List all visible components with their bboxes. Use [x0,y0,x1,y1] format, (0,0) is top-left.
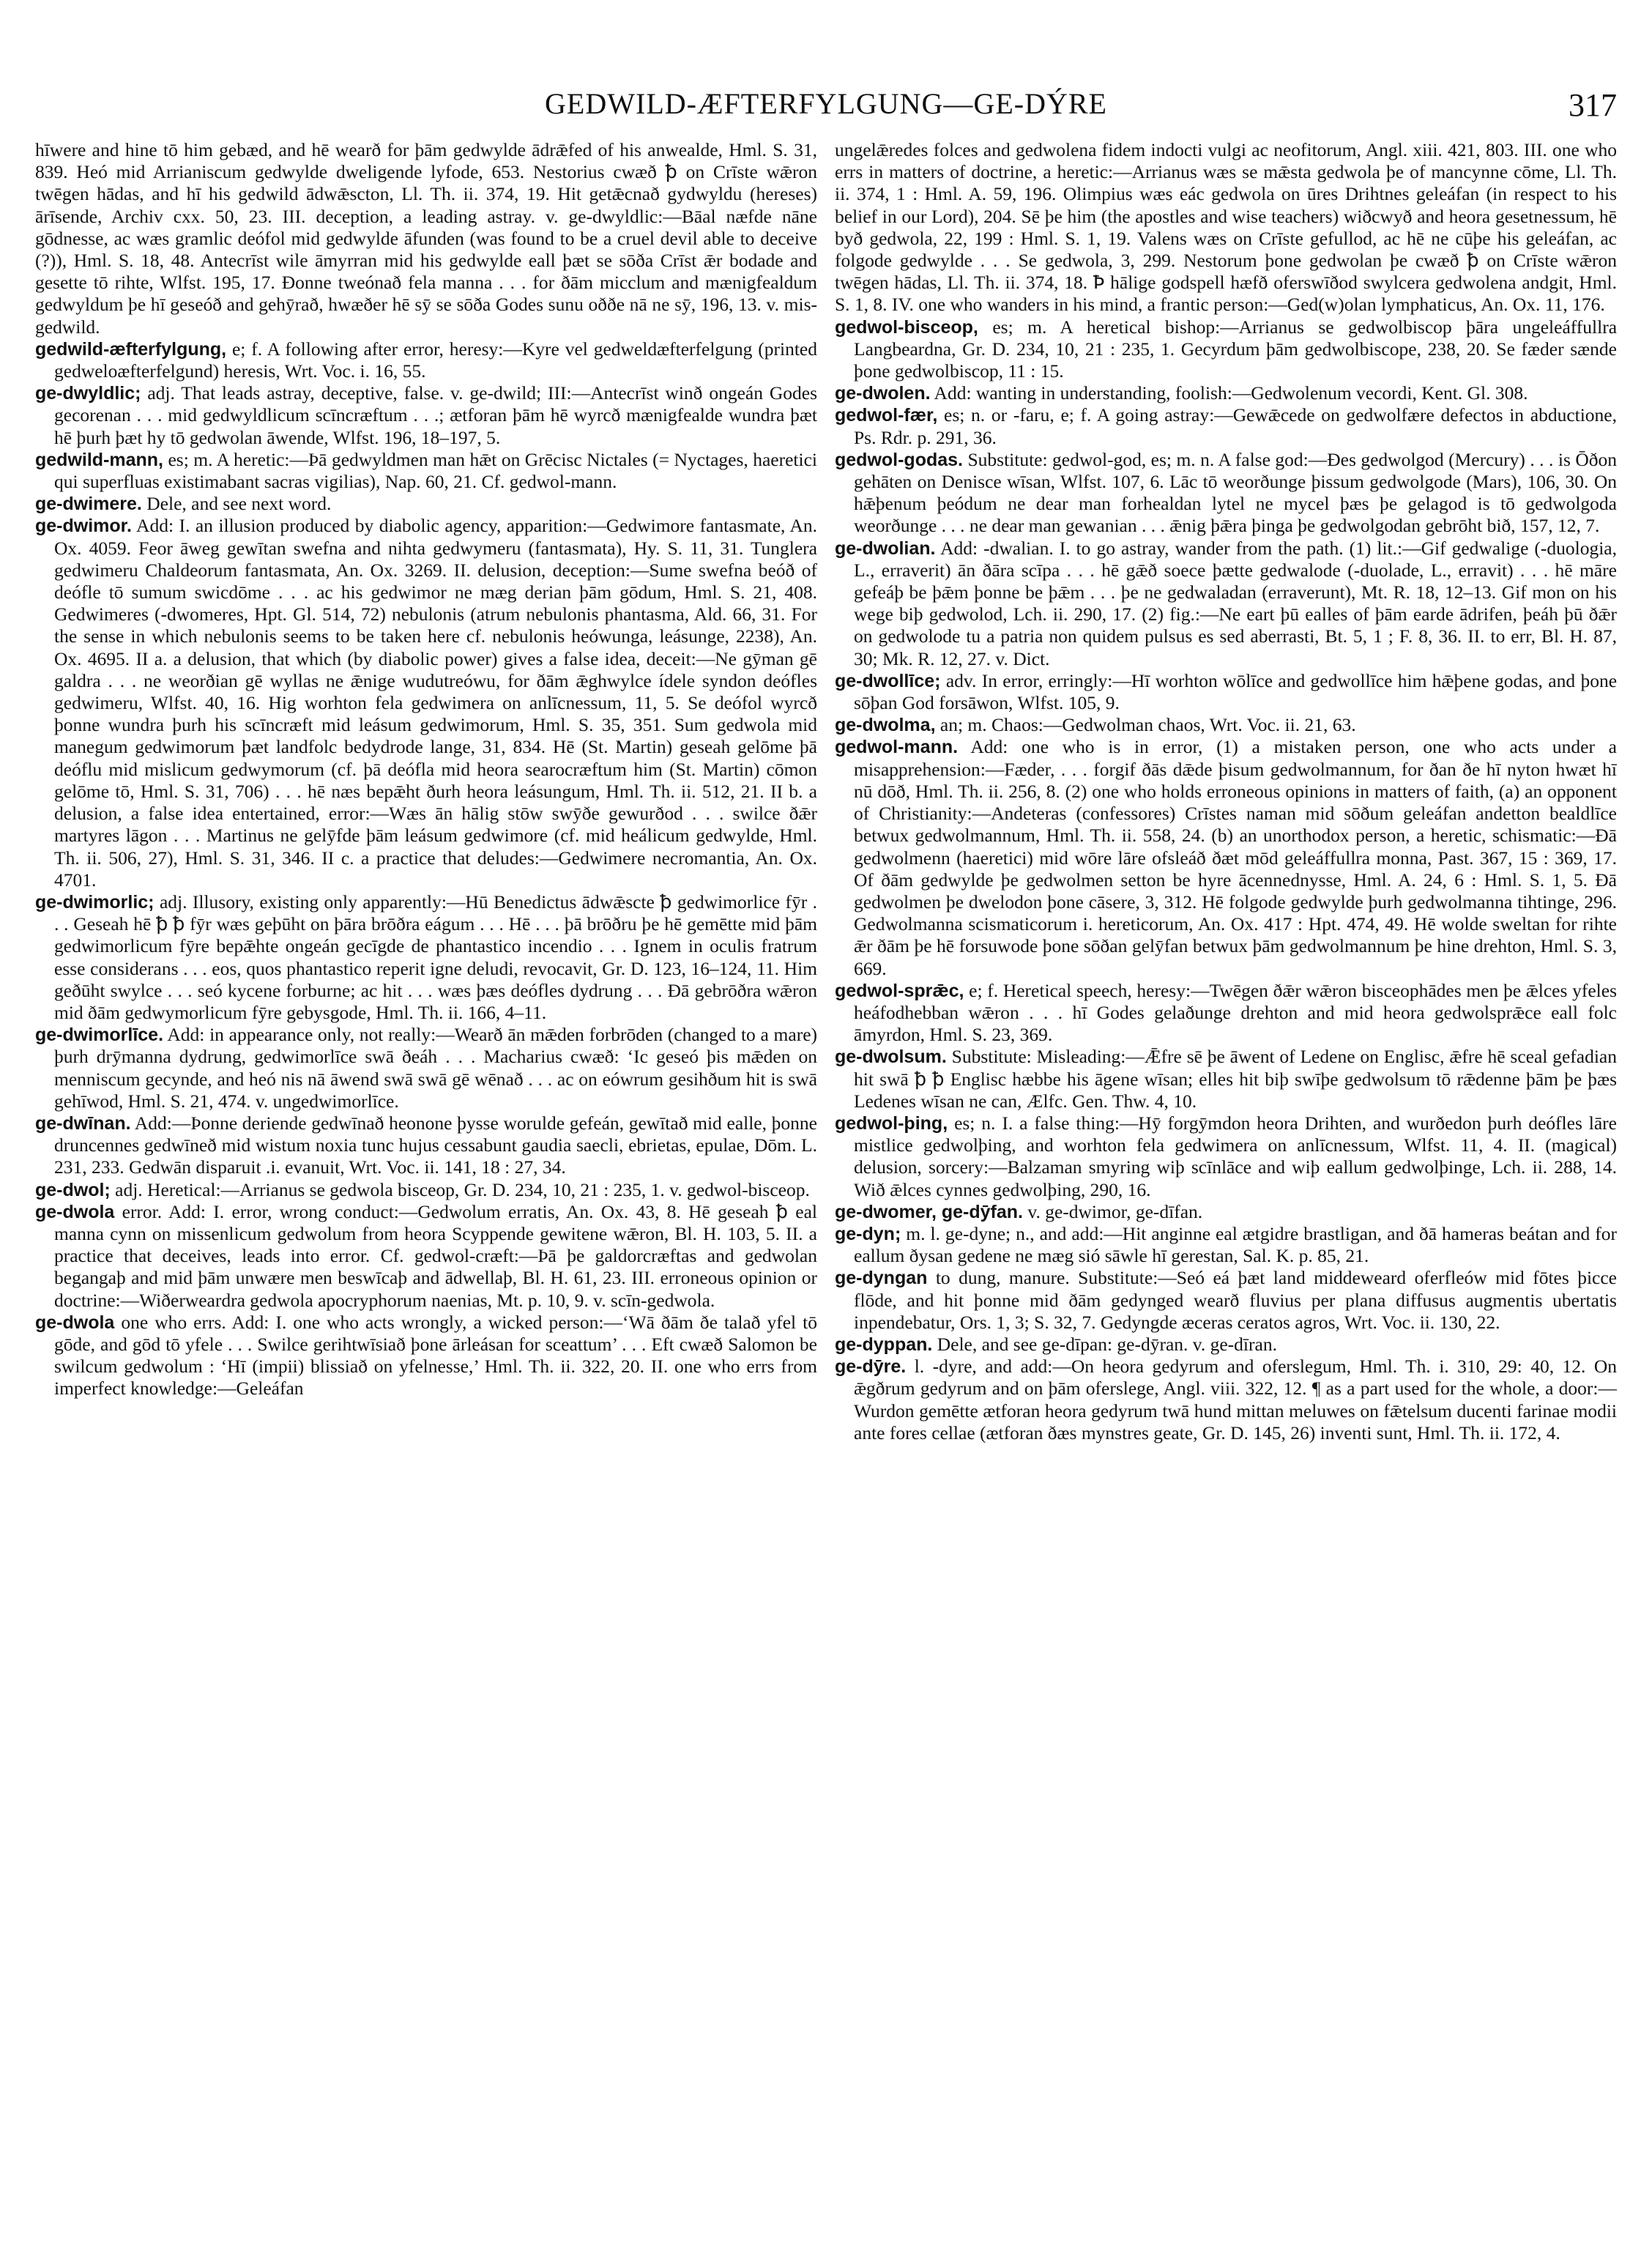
dictionary-entry [35,338,817,382]
entry-text: es; n. or -faru, e; f. A going astray:—Gewǣcede on gedwolfære defectos in abductione, Ps. Rdr. p. 291, 36. [854,404,1617,448]
entry-headword: gedwild-æfterfylgung, [35,338,227,360]
dictionary-entry [835,1334,1617,1356]
entry-headword: ge-dyn; [835,1223,901,1244]
entry-headword: gedwol-fær, [835,405,938,426]
dictionary-entry [35,139,817,338]
entry-text: Dele, and see next word. [146,493,332,515]
entry-headword: ge-dwolian. [835,538,936,559]
entry-headword: gedwol-godas. [835,449,963,470]
entry-text: Add: in appearance only, not really:—Wearð ān mǣden forbrōden (changed to a mare) þurh drȳmanna dydrung, gedwimorlīce swā ðeáh . . . Macharius cwæð: ‘Ic geseó þis mǣden on menniscum gecynde, and heó nis nā āwend swā swā gē wēnað . . . ac on eówrum gesihðum hit is swā gehīwod, Hml. S. 21, 474. v. ungedwimorlīce. [54,1024,817,1112]
entry-headword: ge-dwola [35,1312,115,1333]
entry-text: to dung, manure. Substitute:—Seó eá þæt land middeweard oferfleów mid fōtes þicce flōde, and hit þonne mid ðām gedynged wearð fluvius per plana diffusus augmentis ubertatis inpendebatur, Ors. 1, 3; S. 32, 7. Gedyngde æceras ceratos agros, Wrt. Voc. ii. 130, 22. [854,1267,1617,1333]
dictionary-entry [35,493,817,515]
dictionary-entry [35,1201,817,1312]
dictionary-entry [835,382,1617,404]
dictionary-entry [35,449,817,493]
entry-headword: ge-dwolsum. [835,1047,947,1068]
entry-headword: ge-dwollīce; [835,670,941,691]
dictionary-entry [835,736,1617,979]
dictionary-entry [835,404,1617,448]
dictionary-entry [35,1112,817,1179]
entry-text: error. Add: I. error, wrong conduct:—Gedwolum erratis, An. Ox. 43, 8. Hē geseah ꝥ eal manna cynn on missenlicum gedwolum from heora Scyppende gewitene wǣron, Bl. H. 103, 5. II. a practice that deceives, leads into error. Cf. gedwol-cræft:—Þā þe galdorcræftas and gedwolan begangaþ and mid þām unwære men beswīcaþ and ādwellaþ, Bl. H. 61, 23. III. erroneous opinion or doctrine:—Wiðerweardra gedwola apocryphorum naenias, Mt. p. 10, 9. v. scīn-gedwola. [54,1200,817,1311]
entry-text: Substitute: Misleading:—Ǣfre sē þe āwent of Ledene on Englisc, ǣfre hē sceal gefadian hit swā ꝥ ꝥ Englisc hæbbe his āgene wīsan; elles hit biþ swīþe gedwolsum tō rǣdenne þām þe þæs Ledenes wīsan ne can, Ælfc. Gen. Thw. 4, 10. [854,1046,1617,1112]
entry-text: l. -dyre, and add:—On heora gedyrum and oferslegum, Hml. Th. i. 310, 29: 40, 12. On ǣgðrum gedyrum and on þām oferslege, Angl. viii. 322, 12. ¶ as a part used for the whole, a door:—Wurdon gemētte ætforan heora gedyrum twā hund mittan meluwes on fǣtelsum ducenti farinae modii ante fores cellae (ætforan ðæs mynstres geate, Gr. D. 145, 26) inventi sunt, Hml. Th. ii. 172, 4. [854,1356,1617,1443]
entry-text: e; f. Heretical speech, heresy:—Twēgen ðǣr wǣron bisceophādes men þe ǣlces yfeles heáfodhebban wǣron . . . hī Godes gelaðunge drehton and mid heora gedwolsprǣce eall folc āmyrdon, Hml. S. 23, 369. [854,979,1617,1046]
dictionary-entry [835,1356,1617,1444]
entry-headword: ge-dwol; [35,1179,111,1200]
entry-headword: ge-dwimorlīce. [35,1025,164,1046]
entry-headword: ge-dyngan [835,1268,928,1289]
entry-text: Add: one who is in error, (1) a mistaken person, one who acts under a misapprehension:—Fæder, . . . forgif ðās dǣde þisum gedwolmannum, for ðan ðe hī nyton hwæt hī nū dōð, Hml. Th. ii. 256, 8. (2) one who holds erroneous opinions in matters of faith, (a) an opponent of Christianity:—Andeteras (confessores) Crīstes naman mid sōðum geleáfan andetton bealdlīce betwux gedwolmannum, Hml. Th. ii. 558, 24. (b) an unorthodox person, a heretic, schismatic:—Đā gedwolmenn (haeretici) mid wōre lāre ofsleáð ðæt mōd geleáffullra monna, Past. 367, 15 : 369, 17. Of ðām gedwylde þe gedwolmen setton be hyre ācennednysse, Hml. A. 24, 6 : Hml. S. 1, 5. Đā gedwolmen þe dwelodon þone cāsere, 3, 312. Hē folgode gedwylde þurh gedwolmanna tihtinge, 296. Gedwolmanna scismaticorum i. hereticorum, An. Ox. 417 : Hpt. 474, 49. Hē wolde sweltan for rihte ǣr ðām þe hē forsuwode þone sōðan gelȳfan betwux þām gedwolmannum þe hine drehton, Hml. S. 3, 669. [854,736,1617,979]
entry-headword: ge-dwola [35,1201,115,1222]
dictionary-entry [835,538,1617,670]
dictionary-entry [835,1046,1617,1112]
dictionary-entry [35,891,817,1024]
entry-text: Dele, and see ge-dīpan: ge-dȳran. v. ge-dīran. [937,1333,1277,1355]
entry-text: hīwere and hine tō him gebæd, and hē wearð for þām gedwylde ādrǣfed of his anwealde, Hml. S. 31, 839. Heó mid Arrianiscum gedwylde dweligende lyfode, 653. Nestorius cwæð ꝥ on Crīste wǣron twēgen hādas, and hī his gedwild ādwǣscton, Ll. Th. ii. 374, 19. Hit getǣcnað gydwyldu (hereses) ārīsende, Archiv cxx. 50, 23. III. deception, a leading astray. v. ge-dwyldlic:—Bāal næfde nāne gōdnesse, ac wæs gramlic deófol mid gedwylde āfunden (was found to be a cruel devil able to deceive (?)), Hml. S. 18, 48. Antecrīst wile āmyrran mid his gedwylde eall þæt se sōða Crīst ǣr bodade and gesette tō rihte, Wlfst. 195, 17. Đonne tweónað fela manna . . . for ðām micclum and mænigfealdum gedwyldum þe hī geseóð and gehȳrað, hwæðer hē sȳ se sōða Godes sunu oððe nā ne sȳ, 196, 13. v. mis-gedwild. [35,139,817,338]
entry-headword: ge-dwolen. [835,383,931,404]
dictionary-entry [835,1223,1617,1267]
entry-text: Add: I. an illusion produced by diabolic agency, apparition:—Gedwimore fantasmate, An. Ox. 4059. Feor āweg gewītan swefna and nihta gedwymeru (fantasmata), Hy. S. 11, 31. Tunglera gedwimeru Chaldeorum fantasmata, An. Ox. 3269. II. delusion, deception:—Sume swefna beóð of deófle tō sumum swicdōme . . . ac his gedwimor ne mæg derian þām gōdum, Hml. S. 21, 408. Gedwimeres (-dwomeres, Hpt. Gl. 514, 72) nebulonis (atrum nebulonis phantasma, Ald. 66, 31. For the sense in which nebulonis seems to be taken here cf. nebulonis heówunga, leásunge, 2238), An. Ox. 4695. II a. a delusion, that which (by diabolic power) gives a false idea, deceit:—Ne gȳman gē galdra . . . ne weorðian gē wyllas ne ǣnige wudutreówu, for ðām ǣghwylce ídele syndon deófles gedwimeru, Wlfst. 40, 16. Hig worhton fela gedwimera on anlīcnessum, 11, 5. Se deófol wyrcð þonne wundra þurh his scīncræft mid leásum gedwimorum, Hml. S. 35, 351. Sum gedwola mid manegum gedwimorum þæt landfolc bedydrode lange, 31, 834. Hē (St. Martin) geseah gelōme þā deóflu mid mislicum gedwymorum (cf. þā deófla mid heora searocræftum him (St. Martin) cōmon gelōme tō, Hml. S. 31, 706) . . . hē næs bepǣht ðurh heora leásungum, Hml. Th. ii. 512, 21. II b. a delusion, a false idea entertained, error:—Wæs ān hālig stōw swȳðe gewurðod . . . swilce ðǣr martyres lāgon . . . Martinus ne gelȳfde þām leásum gedwimore (cf. mid heálicum gedwylde, Hml. Th. ii. 506, 27), Hml. S. 31, 346. II c. a practice that deludes:—Gedwimere necromantia, An. Ox. 4701. [54,515,817,891]
entry-text: es; m. A heretical bishop:—Arrianus se gedwolbiscop þāra ungeleáffullra Langbeardna, Gr. D. 234, 10, 21 : 235, 1. Gecyrdum þām gedwolbiscope, 238, 20. Se fæder sænde þone gedwolbiscop, 11 : 15. [854,316,1617,382]
entry-text: e; f. A following after error, heresy:—Kyre vel gedweldæfterfelgung (printed gedweloæfterfelgund) heresis, Wrt. Voc. i. 16, 55. [54,338,817,382]
entry-text: es; n. I. a false thing:—Hȳ forgȳmdon heora Drihten, and wurðedon þurh deófles lāre mistlice gedwolþing, and worhton fela gedwimera on anlīcnessum, Wlfst. 11, 4. II. (magical) delusion, sorcery:—Balzaman smyring wiþ scīnlāce and wiþ eallum gedwolþinge, Lch. ii. 288, 14. Wið ǣlces cynnes gedwolþing, 290, 16. [854,1112,1617,1200]
entry-headword: ge-dwyldlic; [35,383,141,404]
entry-text: adj. Illusory, existing only apparently:—Hū Benedictus ādwǣscte ꝥ gedwimorlice fȳr . . . Geseah hē ꝥ ꝥ fȳr wæs geþūht on þāra brōðra eágum . . . Hē . . . þā brōðru þe hē gemētte mid þām gedwimorlicum fȳre bepǣhte ongeán gecīgde de phantastico incendio . . . Ignem in oculis fratrum esse considerans . . . eos, quos phantastico reperit igne deludi, revocavit, Gr. D. 123, 16–124, 11. Him geðūht swylce . . . seó kycene forburne; ac hit . . . wæs þæs deófles dydrung . . . Đā gebrōðra wǣron mid ðām gedwymorlicum fȳre gebysgode, Hml. Th. ii. 166, 4–11. [54,891,817,1023]
page-header [35,86,1617,123]
entry-text: m. l. ge-dyne; n., and add:—Hit anginne eal ætgidre brastligan, and ðā hameras beátan and for eallum ðysan gedene ne mæg sió sāwle hī gerestan, Sal. K. p. 85, 21. [854,1222,1617,1267]
entry-headword: ge-dȳre. [835,1356,907,1378]
dictionary-entry [835,449,1617,538]
entry-headword: ge-dwolma, [835,715,936,736]
dictionary-entry [35,382,817,449]
dictionary-entry [835,1267,1617,1334]
entry-headword: ge-dwīnan. [35,1112,131,1134]
entry-text: one who errs. Add: I. one who acts wrongly, a wicked person:—‘Wā ðām ðe talað yfel tō gōde, and gōd tō yfele . . . Swilce gerihtwīsiað þone ārleásan for sceattum’ . . . Eft cwæð Salomon be swilcum gedwolum : ‘Hī (impii) blissiað on yfelnesse,’ Hml. Th. ii. 322, 20. II. one who errs from imperfect knowledge:—Geleáfan [54,1311,817,1400]
dictionary-entry [835,1112,1617,1201]
left-column [35,139,817,2190]
entry-text: adj. Heretical:—Arrianus se gedwola bisceop, Gr. D. 234, 10, 21 : 235, 1. v. gedwol-bisceop. [115,1178,810,1200]
entry-text: Add: wanting in understanding, foolish:—Gedwolenum vecordi, Kent. Gl. 308. [934,382,1528,404]
entry-headword: gedwol-bisceop, [835,316,978,338]
dictionary-entry [835,980,1617,1047]
dictionary-entry [35,1179,817,1201]
entry-headword: ge-dyppan. [835,1334,933,1355]
page-number: 317 [1569,87,1617,123]
dictionary-entry [35,1312,817,1400]
entry-text: adj. That leads astray, deceptive, false. v. ge-dwild; III:—Antecrīst winð ongeán Godes gecorenan . . . mid gedwyldlicum scīncræftum . . .; ætforan þām hē wyrcð mænigfealde wundra þæt hē þurh þæt hy tō gedwolan āwende, Wlfst. 196, 18–197, 5. [54,382,817,448]
entry-text: Substitute: gedwol-god, es; m. n. A false god:—Đes gedwolgod (Mercury) . . . is Ōðon gehāten on Denisce wīsan, Wlfst. 107, 6. Lāc tō weorðunge þissum gedwolgode (Mars), 106, 30. On hǣþenum þeódum ne dear man forhealdan lytel ne mycel þæs þe gelagod is tō gedwolgoda weorðunge . . . ne dear man gewanian . . . ǣnig þǣra þinga þe gedwolgodan gebrōht bið, 157, 12, 7. [854,448,1617,537]
entry-headword: ge-dwomer, ge-dȳfan. [835,1201,1023,1222]
running-head: GEDWILD-ÆFTERFYLGUNG—GE-DÝRE [545,87,1107,120]
right-column [835,139,1617,2190]
entry-headword: gedwol-þing, [835,1112,948,1134]
dictionary-entry [835,670,1617,714]
entry-headword: gedwild-mann, [35,449,163,470]
dictionary-entry [835,714,1617,736]
entry-headword: gedwol-sprǣc, [835,980,964,1001]
entry-text: v. ge-dwimor, ge-dīfan. [1027,1200,1203,1222]
dictionary-columns [35,139,1617,2190]
entry-headword: ge-dwimere. [35,494,142,515]
entry-text: adv. In error, erringly:—Hī worhton wōlīce and gedwollīce him hǣþene godas, and þone sōþan God forsāwon, Wlfst. 105, 9. [854,669,1617,714]
dictionary-entry [35,515,817,891]
entry-text: ungelǣredes folces and gedwolena fidem indocti vulgi ac neofitorum, Angl. xiii. 421, 803. III. one who errs in matters of doctrine, a heretic:—Arrianus wæs se mǣsta gedwola þe of mancynne cōme, Ll. Th. ii. 374, 1 : Hml. A. 59, 196. Olimpius wæs eác gedwola on ūres Drihtnes geleáfan (in respect to his belief in our Lord), 204. Sē þe him (the apostles and wise teachers) wiðcwyð and heora gesetnessum, hē byð gedwola, 22, 199 : Hml. S. 1, 19. Valens wæs on Crīste gefullod, ac hē ne cūþe his geleáfan, ac folgode gedwylde . . . Se gedwola, 3, 299. Nestorum þone gedwolan þe cwæð ꝥ on Crīste wǣron twēgen hādas, Ll. Th. ii. 374, 18. Ꝥ hālige godspell hæfð oferswīðod swylcera gedwolena andgit, Hml. S. 1, 8. IV. one who wanders in his mind, a frantic person:—Ged(w)olan lymphaticus, An. Ox. 11, 176. [835,139,1617,316]
dictionary-entry [35,1024,817,1112]
entry-headword: ge-dwimor. [35,516,132,537]
entry-text: Add:—Þonne deriende gedwīnað heonone þysse worulde gefeán, gewītað mid ealle, þonne druncennes gedwīneð mid wistum noxia tunc hujus cessabunt gaudia saecli, ebrietas, epulae, Dōm. L. 231, 233. Gedwān disparuit .i. evanuit, Wrt. Voc. ii. 141, 18 : 27, 34. [54,1112,817,1178]
dictionary-entry [835,316,1617,383]
entry-text: Add: -dwalian. I. to go astray, wander from the path. (1) lit.:—Gif gedwalige (-duologia, L., erraverit) ān ðāra scīpa . . . hē gǣð soece þætte gedwalode (-duolade, L., erravit) . . . hē māre gefeáþ be þǣm þonne be þǣm . . . þe ne gedwaladan (erraverunt), Mt. R. 18, 12–13. Gif mon on his wege biþ gedwolod, Lch. ii. 290, 17. (2) fig.:—Ne eart þū ealles of þām earde ādrifen, þeáh þū ðǣr on gedwolode tu a patria non quidem pulsus es sed aberrasti, Bt. 5, 1 ; F. 8, 36. II. to err, Bl. H. 87, 30; Mk. R. 12, 27. v. Dict. [854,537,1617,669]
entry-text: es; m. A heretic:—Þā gedwyldmen man hǣt on Grēcisc Nictales (= Nyctages, haeretici qui superfluas existimabant sacras vigilias), Nap. 60, 21. Cf. gedwol-mann. [54,448,817,493]
dictionary-entry [835,1201,1617,1223]
dictionary-entry [835,139,1617,316]
entry-headword: gedwol-mann. [835,737,959,758]
entry-headword: ge-dwimorlic; [35,891,155,913]
entry-text: an; m. Chaos:—Gedwolman chaos, Wrt. Voc. ii. 21, 63. [940,714,1356,736]
